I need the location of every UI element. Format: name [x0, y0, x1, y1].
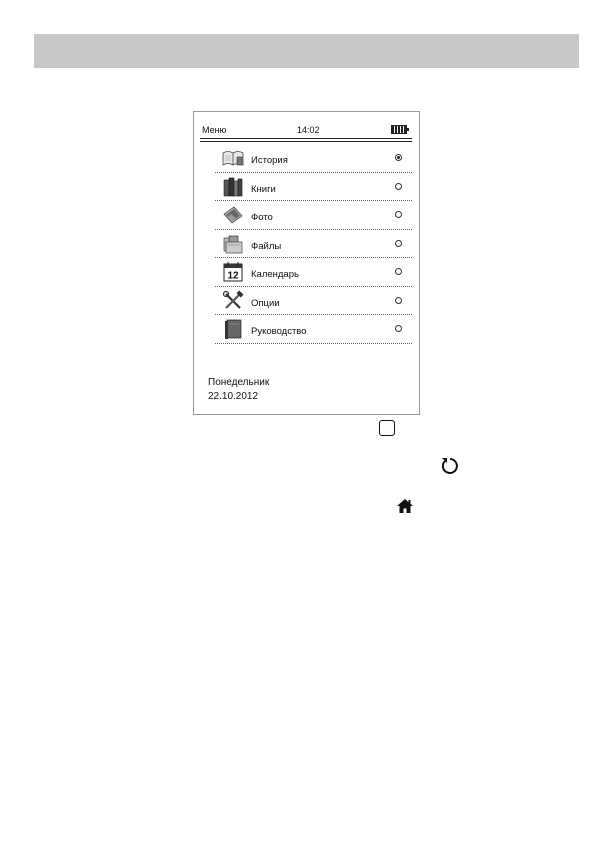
menu-item-label: Книги — [251, 183, 276, 195]
menu-item-label: Фото — [251, 212, 273, 223]
menu-item-label: Файлы — [251, 240, 282, 252]
footer-weekday: Понедельник — [208, 377, 270, 388]
menu-item-label: Опции — [251, 297, 280, 309]
battery-icon — [391, 125, 407, 134]
calendar-icon — [222, 261, 244, 283]
menu-item-books[interactable] — [215, 173, 412, 202]
menu-item-calendar[interactable] — [215, 258, 412, 287]
history-book-icon — [222, 147, 244, 169]
main-menu — [215, 144, 412, 344]
status-menu-label[interactable]: Меню — [202, 125, 227, 135]
menu-item-photo[interactable] — [215, 201, 412, 230]
menu-item-label: Календарь — [251, 269, 299, 280]
calendar-icon-text: 12 — [227, 270, 239, 282]
radio-selected-indicator — [395, 154, 402, 161]
menu-item-options[interactable] — [215, 287, 412, 316]
radio-indicator — [395, 297, 402, 304]
folder-icon — [222, 233, 244, 255]
square-button-icon[interactable] — [379, 420, 395, 436]
radio-indicator — [395, 240, 402, 247]
tools-icon — [222, 290, 244, 312]
books-icon — [222, 176, 244, 198]
status-divider — [200, 141, 412, 142]
photo-icon — [222, 204, 244, 226]
home-icon[interactable] — [396, 498, 414, 514]
footer-date: 22.10.2012 — [208, 391, 259, 402]
manual-icon — [222, 318, 244, 340]
menu-item-files[interactable] — [215, 230, 412, 259]
page-header-bar — [34, 34, 579, 68]
status-bar — [200, 122, 411, 138]
menu-item-label: История — [251, 155, 288, 166]
radio-indicator — [395, 211, 402, 218]
radio-indicator — [395, 183, 402, 190]
refresh-icon[interactable] — [439, 455, 461, 477]
menu-item-label: Руководство — [251, 326, 307, 337]
menu-item-history[interactable] — [215, 144, 412, 173]
menu-item-manual[interactable] — [215, 315, 412, 344]
status-divider — [200, 138, 412, 139]
radio-indicator — [395, 268, 402, 275]
radio-indicator — [395, 325, 402, 332]
device-screen — [193, 111, 420, 415]
status-time: 14:02 — [297, 125, 320, 135]
